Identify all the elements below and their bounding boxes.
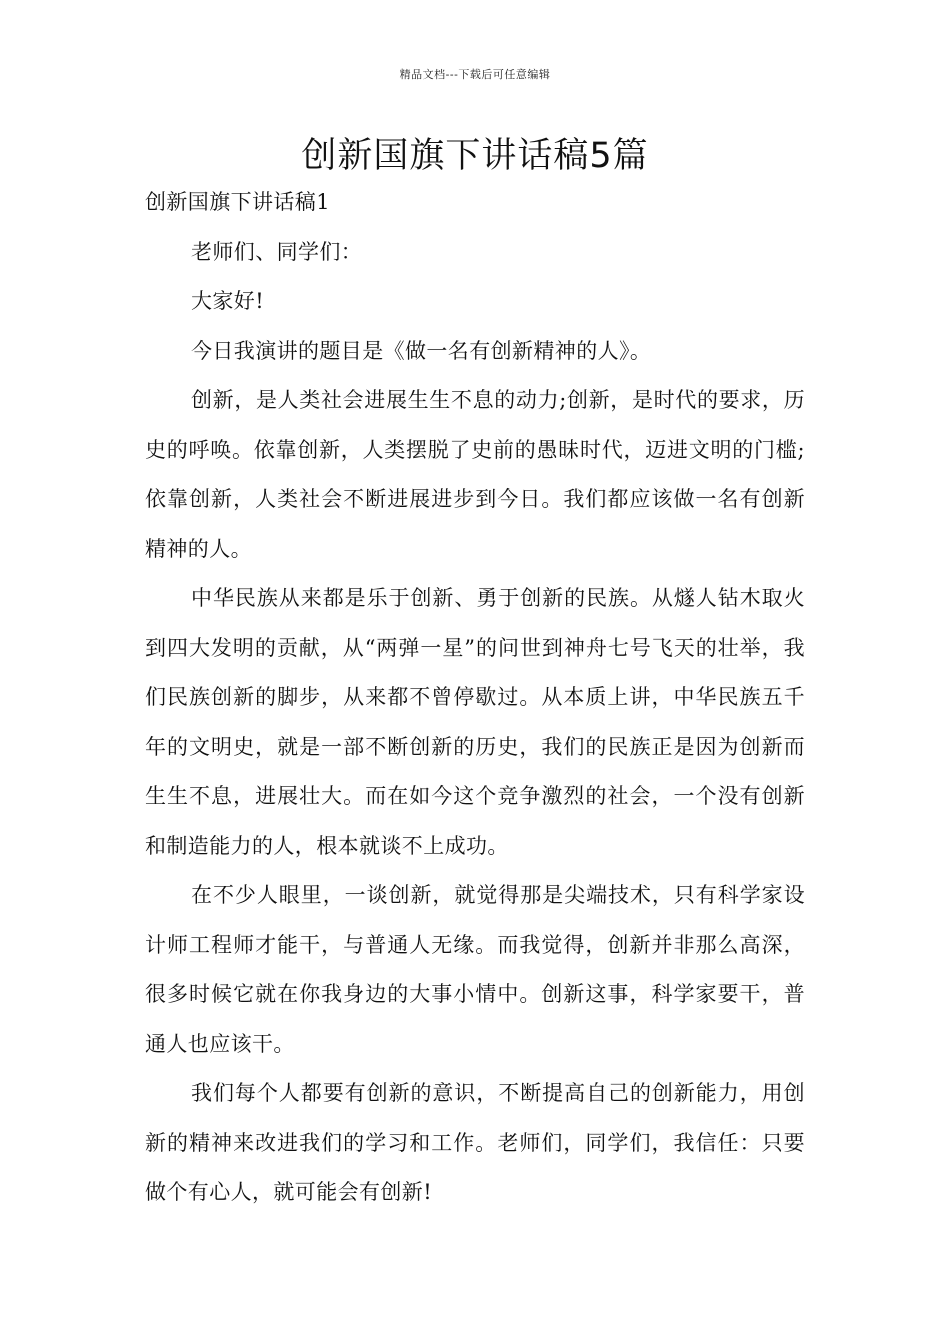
- section-title: 创新国旗下讲话稿1: [145, 190, 330, 214]
- paragraph-topic: 今日我演讲的题目是《做一名有创新精神的人》。: [191, 338, 652, 363]
- header-note: 精品文档---下载后可任意编辑: [399, 68, 551, 81]
- paragraph-body: 我们每个人都要有创新的意识，不断提高自己的创新能力，用创新的精神来改进我们的学习和工作。老师们，同学们，我信任：只要做个有心人，就可能会有创新!: [145, 1081, 805, 1204]
- document-title: 创新国旗下讲话稿5篇: [301, 136, 649, 176]
- document-body: [145, 178, 805, 1218]
- paragraph-body: 创新，是人类社会进展生生不息的动力;创新，是时代的要求，历史的呼唤。依靠创新，人类摆脱了史前的愚昧时代，迈进文明的门槛;依靠创新，人类社会不断进展进步到今日。我们都应该做一名有创新精神的人。: [145, 388, 805, 561]
- paragraph-body: 中华民族从来都是乐于创新、勇于创新的民族。从燧人钻木取火到四大发明的贡献，从“两弹一星”的问世到神舟七号飞天的壮举，我们民族创新的脚步，从来都不曾停歇过。从本质上讲，中华民族五千年的文明史，就是一部不断创新的历史，我们的民族正是因为创新而生生不息，进展壮大。而在如今这个竞争激烈的社会，一个没有创新和制造能力的人，根本就谈不上成功。: [145, 586, 805, 858]
- paragraph-body: 在不少人眼里，一谈创新，就觉得那是尖端技术，只有科学家设计师工程师才能干，与普通人无缘。而我觉得，创新并非那么高深，很多时候它就在你我身边的大事小情中。创新这事，科学家要干，普通人也应该干。: [145, 883, 805, 1056]
- paragraph-greeting: 老师们、同学们：: [191, 239, 363, 264]
- paragraph-hello: 大家好!: [191, 289, 265, 313]
